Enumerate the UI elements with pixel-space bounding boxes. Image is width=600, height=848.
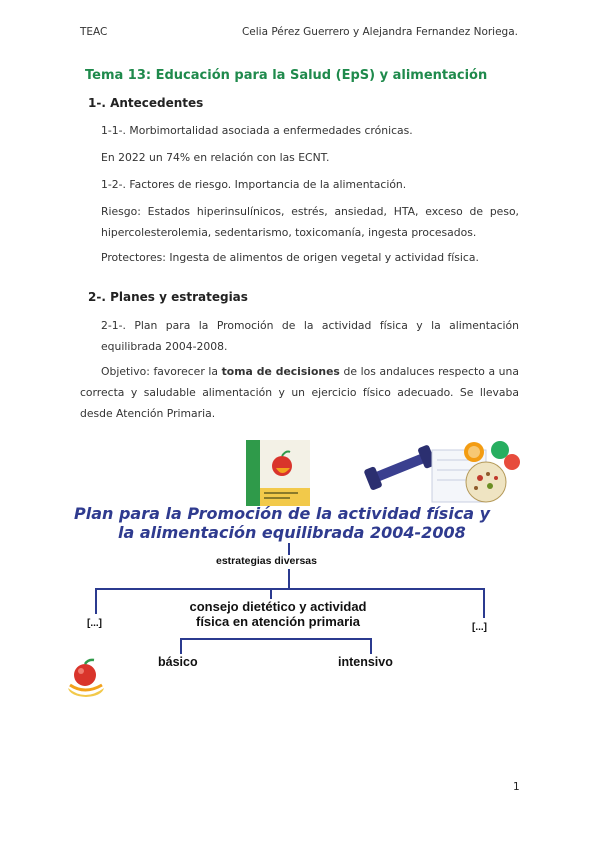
paragraph [101,315,519,357]
diagram-title [74,504,504,542]
connector-line [95,588,97,614]
connector-line [180,638,182,654]
plan-text: 2-1-. Plan para la Promoción de la actividad física y la alimentación equilibrada 2004-2008. [101,319,519,353]
connector-line [288,569,290,588]
connector-line [370,638,372,654]
right-ellipsis: [...] [472,622,487,633]
header-right: Celia Pérez Guerrero y Alejandra Fernandez Noriega. [241,26,518,38]
left-ellipsis: [...] [87,618,102,629]
intensive-label: intensivo [338,655,393,669]
diagram-title-line1: Plan para la Promoción de la actividad física y [74,504,491,523]
paragraph: 1-1-. Morbimortalidad asociada a enfermedades crónicas. [101,124,413,137]
paragraph: En 2022 un 74% en relación con las ECNT. [101,151,330,164]
basic-label: básico [158,655,198,669]
connector-line [270,588,272,599]
page-title: Tema 13: Educación para la Salud (EpS) y alimentación [85,68,488,83]
paragraph: 1-2-. Factores de riesgo. Importancia de la alimentación. [101,178,407,191]
objective-post: de los andaluces respecto a una correcta y saludable alimentación y un ejercicio físico adecuado. Se llevaba desde Atención Primaria. [80,365,519,420]
objective-paragraph [80,361,519,424]
center-node-line1: consejo dietético y actividad [189,599,367,614]
food-photo-image [362,440,520,504]
booklet-cover-image [246,440,310,506]
diagram-title-line2: la alimentación equilibrada 2004-2008 [118,523,466,542]
header-left: TEAC [80,26,108,38]
strategies-label: estrategias diversas [216,555,317,567]
apple-logo [64,658,106,698]
connector-line [483,588,485,618]
center-node [160,599,396,629]
connector-line [288,543,290,555]
paragraph: Protectores: Ingesta de alimentos de origen vegetal y actividad física. [101,251,479,264]
horizontal-branch-line [95,588,485,590]
center-node-line2: física en atención primaria [195,614,360,629]
section-heading-antecedentes: 1-. Antecedentes [88,96,204,110]
objective-bold: toma de decisiones [221,365,340,378]
horizontal-branch-line [180,638,372,640]
paragraph: Riesgo: Estados hiperinsulínicos, estrés, ansiedad, HTA, exceso de peso, hipercolesterolemia, sedentarismo, toxicomanía, ingesta procesados. [101,205,519,239]
objective-pre: Objetivo: favorecer la [101,365,222,378]
section-heading-planes: 2-. Planes y estrategias [88,290,248,304]
page-number: 1 [513,781,520,793]
